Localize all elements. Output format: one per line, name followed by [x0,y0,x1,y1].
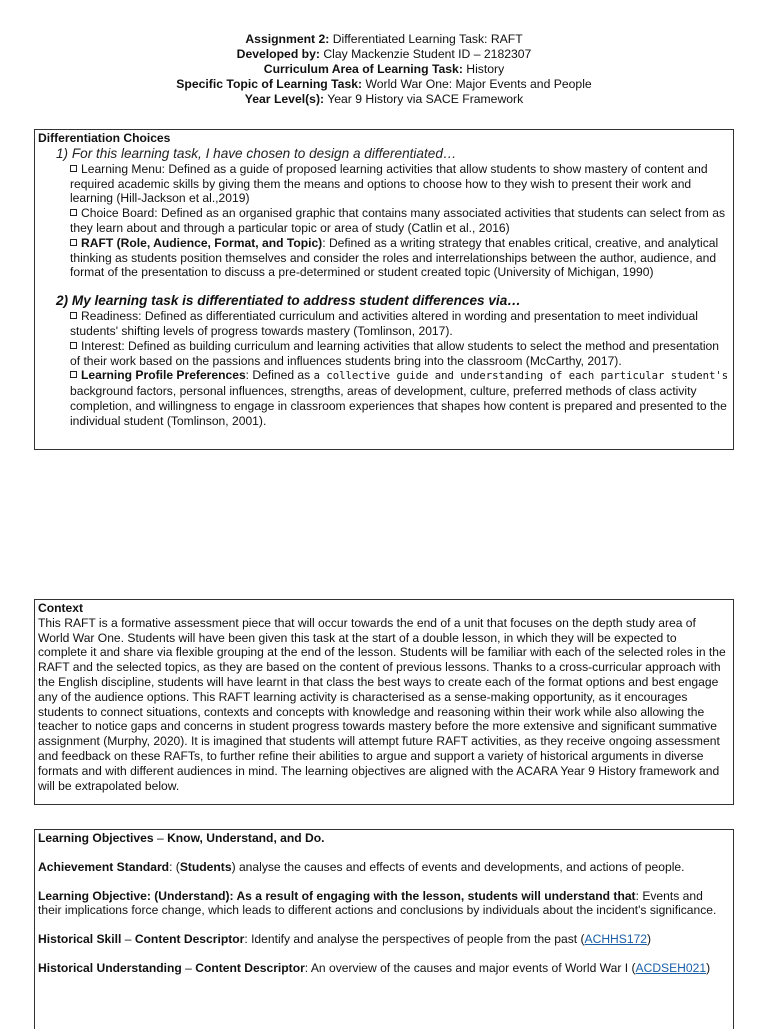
checkbox-square-icon [70,371,77,378]
list-item-raft: RAFT (Role, Audience, Format, and Topic): Defined as a writing strategy that enables critical, creative, and analytical thinking as students position themselves and consider the roles and interrelationships between the author, audience, and format of the presentation to discuss a pre-determined or student created topic (University of Michigan, 1990) [70,235,719,280]
acdseh021-link[interactable]: ACDSEH021 [635,960,707,975]
year-level-line: Year Level(s): Year 9 History via SACE Framework [244,92,524,106]
context-body: This RAFT is a formative assessment piece that will occur towards the end of a unit that focuses on the depth study area of World War One. Students will have been given this task at the start of a double lesson, in which they will be expected to complete it and share via flexible grouping at the end of the lesson. Students will be familiar with each of the selected roles in the RAFT and the selected topics, as they are based on the content of previous lessons. Thanks to a cross-curricular approach with the English discipline, students will have learnt in that class the best ways to create each of the format options and best engage any of the audience options. This RAFT learning activity is characterised as a sense-making opportunity, as it encourages students to connect situations, contexts and concepts with knowledge and reasoning within their work while also allowing the teacher to notice gaps and concerns in student progress towards mastery before the more extensive and significant summative assignment (Murphy, 2020). It is imagined that students will attempt future RAFT activities, as they receive ongoing assessment and feedback on these RAFTs, to further refine their abilities to argue and support a variety of historical arguments in diverse formats and with different audiences in mind. The learning objectives are aligned with the ACARA Year 9 History framework and will be extrapolated below. [38,615,726,793]
differentiation-choices-box [34,129,734,450]
checkbox-square-icon [70,312,77,319]
achievement-standard: Achievement Standard: (Students) analyse the causes and effects of events and developments, and actions of people. [38,859,685,874]
checkbox-square-icon [70,342,77,349]
question-1: 1) For this learning task, I have chosen to design a differentiated… [56,145,457,161]
list-item-interest: Interest: Defined as building curriculum and learning activities that allow students to select the method and presentation of their work based on the passions and influences students bring into the classroom (McCarthy, 2017). [70,338,719,368]
list-item-learning-profile: Learning Profile Preferences: Defined as a collective guide and understanding of each particular student's background factors, personal influences, strengths, areas of development, culture, preferred methods of class activity completion, and willingness to engage in classroom experiences that shapes how content is prepared and presented to the individual student (Tomlinson, 2001). [70,368,729,428]
learning-objectives-box [34,829,734,1029]
checkbox-square-icon [70,165,77,172]
question-2: 2) My learning task is differentiated to address student differences via… [56,293,521,309]
historical-understanding: Historical Understanding – Content Descriptor: An overview of the causes and major events of World War I (ACDSEH021) [38,960,711,975]
context-title: Context [38,601,84,615]
historical-skill: Historical Skill – Content Descriptor: Identify and analyse the perspectives of people from the past (ACHHS172) [38,932,652,947]
checkbox-square-icon [70,209,77,216]
assignment-line: Assignment 2: Differentiated Learning Task: RAFT [245,32,523,46]
checkbox-square-icon [70,239,77,246]
differentiation-title: Differentiation Choices [38,131,171,145]
context-box [34,599,734,805]
objectives-title: Learning Objectives – Know, Understand, and Do. [38,831,325,845]
curriculum-line: Curriculum Area of Learning Task: History [263,62,505,76]
developed-by-line: Developed by: Clay Mackenzie Student ID – 2182307 [236,47,532,61]
document-header [0,32,768,107]
topic-line: Specific Topic of Learning Task: World War One: Major Events and People [176,77,592,91]
list-item-learning-menu: Learning Menu: Defined as a guide of proposed learning activities that allow students to show mastery of content and required academic skills by giving them the means and options to choose how to they wish to present their work and learning (Hill-Jackson et al.,2019) [70,161,708,206]
list-item-readiness: Readiness: Defined as differentiated curriculum and activities altered in wording and presentation to meet individual students' shifting levels of progress towards mastery (Tomlinson, 2017). [70,309,698,338]
learning-objective: Learning Objective: (Understand): As a result of engaging with the lesson, students will understand that: Events and their implications force change, which leads to different actions and conclusions by individuals about the incident's significance. [38,888,717,918]
list-item-choice-board: Choice Board: Defined as an organised graphic that contains many associated activities that students can select from as they learn about and through a particular topic or area of study (Catlin et al., 2016) [70,206,726,235]
achhs172-link[interactable]: ACHHS172 [584,932,648,947]
